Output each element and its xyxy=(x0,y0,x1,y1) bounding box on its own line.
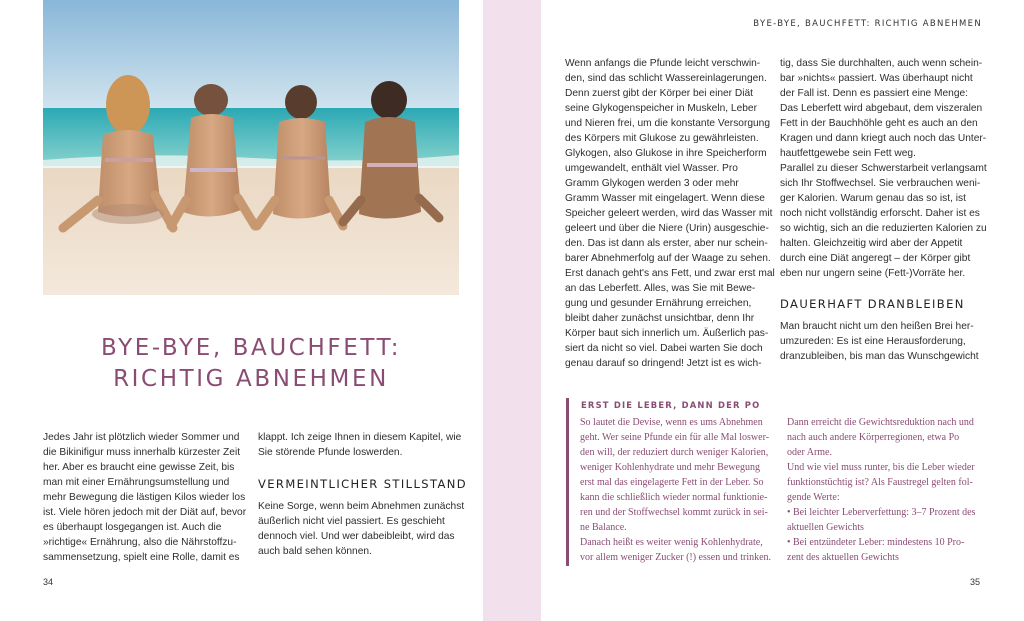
body-line: noch nicht vollständig erforscht. Daher ist es xyxy=(780,208,980,219)
right-column-2 xyxy=(780,56,985,364)
body-line: an das Leberfett. Alles, was Sie mit Bewe- xyxy=(565,283,756,294)
body-line: Speicher geleert werden, wird das Wasser mit xyxy=(565,208,773,219)
body-line: durch eine Diät angeregt – der Körper gibt xyxy=(780,253,971,264)
body-line: geleert und über die Niere (Urin) ausgeschie- xyxy=(565,223,769,234)
body-line: mehr Bewegung die lästigen Kilos wieder los xyxy=(43,492,246,503)
page-number-left: 34 xyxy=(43,577,54,587)
info-line: Und wie viel muss runter, bis die Leber wieder xyxy=(787,462,975,473)
body-line: Keine Sorge, wenn beim Abnehmen zunächst xyxy=(258,501,465,512)
info-line: erst mal das eingelagerte Fett in der Leber. So xyxy=(580,477,764,488)
body-line: Denn zuerst gibt der Körper bei einer Diät xyxy=(565,88,754,99)
chapter-title-line-2: RICHTIG ABNEHMEN xyxy=(113,366,389,392)
body-line: es überhaupt losgegangen ist. Auch die xyxy=(43,522,222,533)
body-line: der Fall ist. Denn es passiert eine Menge: xyxy=(780,88,968,99)
info-line: funktionstüchtig ist? Als Faustregel gelten fol- xyxy=(787,477,973,488)
body-line: des Körpers mit Glukose zu gewährleisten. xyxy=(565,133,759,144)
body-line: klappt. Ich zeige Ihnen in diesem Kapitel, wie xyxy=(258,432,462,443)
body-line: dranzubleiben, bis man das Wunschgewicht xyxy=(780,351,979,362)
body-line: Fett in der Bauchhöhle geht es auch an den xyxy=(780,118,978,129)
body-line: man mit einer Ernährungsumstellung und xyxy=(43,477,230,488)
left-column-2 xyxy=(258,430,468,559)
body-line: eben nur ungern seine (Fett-)Vorräte her. xyxy=(780,268,966,279)
body-line: Gramm Wasser mit eingelagert. Wenn diese xyxy=(565,193,765,204)
body-line: bar »nichts« passiert. Was überhaupt nicht xyxy=(780,73,973,84)
body-line: Gramm Glykogen werden 3 oder mehr xyxy=(565,178,739,189)
info-line: ren und der Stoffwechsel kommt zurück in sei- xyxy=(580,507,768,518)
body-line: Kragen und dann kriegt auch noch das Unter- xyxy=(780,133,987,144)
info-box-column-1 xyxy=(580,415,780,565)
body-line: ist. Viele hören jedoch mit der Diät auf, bevor xyxy=(43,507,247,518)
info-line: Dann erreicht die Gewichtsreduktion nach und xyxy=(787,417,974,428)
body-line: gung und gesunder Ernährung erreichen, xyxy=(565,298,752,309)
left-column-1 xyxy=(43,430,249,565)
body-line: die Bikinifigur muss innerhalb kürzester Zeit xyxy=(43,447,241,458)
body-line: Körper baut sich innerlich um. Äußerlich pas- xyxy=(565,328,769,339)
body-line: genau darauf so dringend! Jetzt ist es wich- xyxy=(565,358,762,369)
info-line: den will, der reduziert durch weniger Kalorien, xyxy=(580,447,769,458)
body-line: Jedes Jahr ist plötzlich wieder Sommer und xyxy=(43,432,240,443)
body-line: Parallel zu dieser Schwerstarbeit verlangsamt xyxy=(780,163,987,174)
right-column-1 xyxy=(565,56,775,371)
info-box xyxy=(566,398,986,568)
info-line: oder Arme. xyxy=(787,447,832,458)
info-line: nach auch andere Körperregionen, etwa Po xyxy=(787,432,960,443)
body-line: und Nieren frei, um die konstante Versorgung xyxy=(565,118,771,129)
body-line: seine Glykogenspeicher in Muskeln, Leber xyxy=(565,103,757,114)
subhead-dauerhaft-dranbleiben: DAUERHAFT DRANBLEIBEN xyxy=(780,297,965,311)
body-line: dennoch viel. Und wer dabeibleibt, wird das xyxy=(258,531,455,542)
info-line: Danach heißt es weiter wenig Kohlenhydrate, xyxy=(580,537,763,548)
info-line: So lautet die Devise, wenn es ums Abnehmen xyxy=(580,417,763,428)
body-line: den. Das ist dann als erster, aber nur schein- xyxy=(565,238,768,249)
body-line: sammensetzung, spielt eine Rolle, damit es xyxy=(43,552,240,563)
info-box-title: ERST DIE LEBER, DANN DER PO xyxy=(581,400,761,410)
body-line: Das Leberfett wird abgebaut, dem viszeralen xyxy=(780,103,983,114)
info-box-accent-bar xyxy=(566,398,569,566)
body-line: siert da nicht so viel. Dabei warten Sie doch xyxy=(565,343,763,354)
body-line: Man braucht nicht um den heißen Brei her- xyxy=(780,321,974,332)
book-gutter xyxy=(483,0,541,621)
beach-photo xyxy=(43,0,459,295)
body-line: sich Ihr Stoffwechsel. Sie verbrauchen weni- xyxy=(780,178,981,189)
body-line: Sie störende Pfunde loswerden. xyxy=(258,447,403,458)
chapter-title xyxy=(43,333,459,395)
info-bullet-cont: aktuellen Gewichts xyxy=(787,522,864,533)
body-line: bleibt daher zunächst unsichtbar, denn Ihr xyxy=(565,313,755,324)
info-bullet: • Bei leichter Leberverfettung: 3–7 Prozent des xyxy=(787,507,976,518)
body-line: barer Abnehmerfolg auf der Waage zu sehen. xyxy=(565,253,771,264)
info-bullet-cont: zent des aktuellen Gewichts xyxy=(787,552,899,563)
info-line: kann die schließlich wieder normal funktionie- xyxy=(580,492,768,503)
running-head: BYE-BYE, BAUCHFETT: RICHTIG ABNEHMEN xyxy=(753,19,982,29)
body-line: halten. Gleichzeitig wird aber der Appetit xyxy=(780,238,963,249)
body-line: hautfettgewebe sein Fett weg. xyxy=(780,148,916,159)
page-number-right: 35 xyxy=(970,577,981,587)
subhead-vermeintlicher-stillstand: VERMEINTLICHER STILLSTAND xyxy=(258,477,468,491)
body-line: auch bald sehen können. xyxy=(258,546,372,557)
body-line: Wenn anfangs die Pfunde leicht verschwin- xyxy=(565,58,761,69)
body-line: ger Kalorien. Warum genau das so ist, ist xyxy=(780,193,966,204)
chapter-title-line-1: BYE-BYE, BAUCHFETT: xyxy=(100,335,402,361)
info-line: gende Werte: xyxy=(787,492,840,503)
info-line: vor allem weniger Zucker (!) essen und trinken. xyxy=(580,552,772,563)
body-line: Glykogen, also Glukose in ihre Speicherform xyxy=(565,148,767,159)
body-line: »richtige« Ernährung, also die Nährstoffzu- xyxy=(43,537,237,548)
body-line: äußerlich nicht viel passiert. Es geschieht xyxy=(258,516,445,527)
body-line: her. Aber es braucht eine gewisse Zeit, bis xyxy=(43,462,235,473)
body-line: Erst danach geht's ans Fett, und zwar erst mal xyxy=(565,268,775,279)
info-box-column-2 xyxy=(787,415,987,565)
body-line: den, sind das schlicht Wassereinlagerungen. xyxy=(565,73,767,84)
body-line: tig, dass Sie durchhalten, auch wenn schein- xyxy=(780,58,983,69)
info-line: geht. Wer seine Pfunde ein für alle Mal loswer- xyxy=(580,432,770,443)
body-line: umgewandelt, enthält viel Wasser. Pro xyxy=(565,163,738,174)
info-line: weniger Kohlenhydrate und mehr Bewegung xyxy=(580,462,760,473)
info-line: ne Balance. xyxy=(580,522,627,533)
info-bullet: • Bei entzündeter Leber: mindestens 10 Pro- xyxy=(787,537,965,548)
body-line: so wichtig, sich an die reduzierten Kalorien zu xyxy=(780,223,987,234)
body-line: umzureden: Es ist eine Herausforderung, xyxy=(780,336,966,347)
